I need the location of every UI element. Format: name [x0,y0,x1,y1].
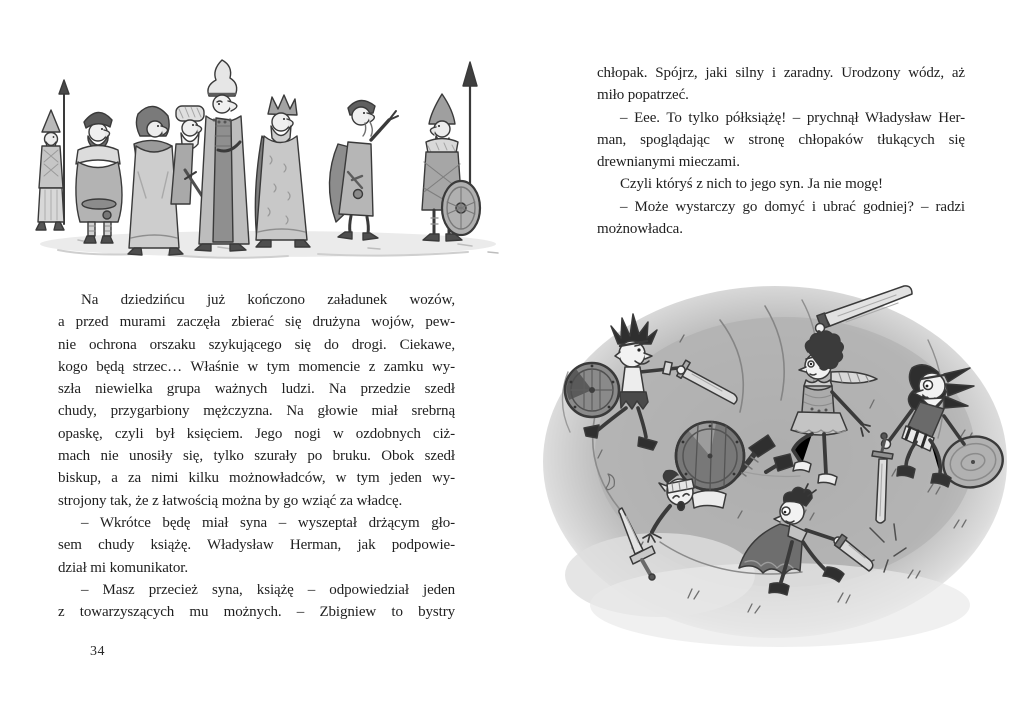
text-line: dział mi komunikator. [58,559,188,576]
figure-small-guard [36,80,69,230]
text-line: drewnianymi mieczami. [597,154,740,171]
text-line: z towarzyszących mu możnych. – Zbigniew to bystry [58,604,455,621]
kids-fight-illustration-svg [540,280,1015,648]
text-line: man, spoglądając w stronę chłopaków tłukących się [597,131,965,148]
text-line: chłopak. Spójrz, jaki silny i zaradny. Urodzony wódz, aż [597,65,965,81]
figure-tall-prince [195,60,249,251]
text-line: biskup, a za nimi kilku możnowładców, w tym jeden wy- [58,470,455,487]
text-line: sem chudy książę. Władysław Herman, jak podpowie- [58,537,455,554]
procession-illustration-svg [18,52,513,264]
figure-pointing-magnate [329,100,398,240]
text-line: możnowładca. [597,221,683,238]
figure-fur-hat-elder [171,106,204,204]
left-page-text [58,289,455,623]
right-illustration-kids-fight [540,280,1015,648]
text-line: – Masz przecież syna, książę – odpowiedział jeden [81,581,455,598]
text-line: kogo będą strzec… Właśnie w tym momencie z zamku wy- [58,358,455,375]
left-illustration-procession [18,52,513,264]
text-line: a przed murami zaczęła zbierać się drużyna wojów, pew- [58,314,455,331]
figure-stout-noble [76,112,122,243]
text-line: miło popatrzeć. [597,87,689,104]
right-page-text [597,62,965,240]
text-line: strojony tak, że z łatwością można by go wziąć za władcę. [58,492,403,509]
text-line: Na dziedzińcu już kończono załadunek wozów, [81,292,455,308]
text-line: mach nie unosiły się, tylko szurały po bruku. Obok szedł [58,448,455,465]
text-line: Czyli któryś z nich to jego syn. Ja nie mogę! [620,176,883,193]
text-line: szła niewielka grupa ważnych ludzi. Na przedzie szedł [58,381,455,398]
text-line: – Może wystarczy go domyć i ubrać godniej? – radzi [620,198,965,215]
text-line: nie ochrona orszaku szykującego się do drogi. Ciekawe, [58,336,455,353]
text-line: – Wkrótce będę miał syna – wyszeptał drżącym gło- [81,514,455,531]
page-number: 34 [90,644,105,659]
text-line: – Eee. To tylko półksiążę! – prychnął Władysław Her- [620,109,965,126]
figure-king [255,95,310,247]
text-line: opaskę, czyli był księciem. Jego nogi w ozdobnych ciż- [58,425,455,442]
figure-guard-with-shield [422,62,480,241]
text-line: chudy, przygarbiony mężczyzna. Na głowie miał srebrną [58,403,455,420]
